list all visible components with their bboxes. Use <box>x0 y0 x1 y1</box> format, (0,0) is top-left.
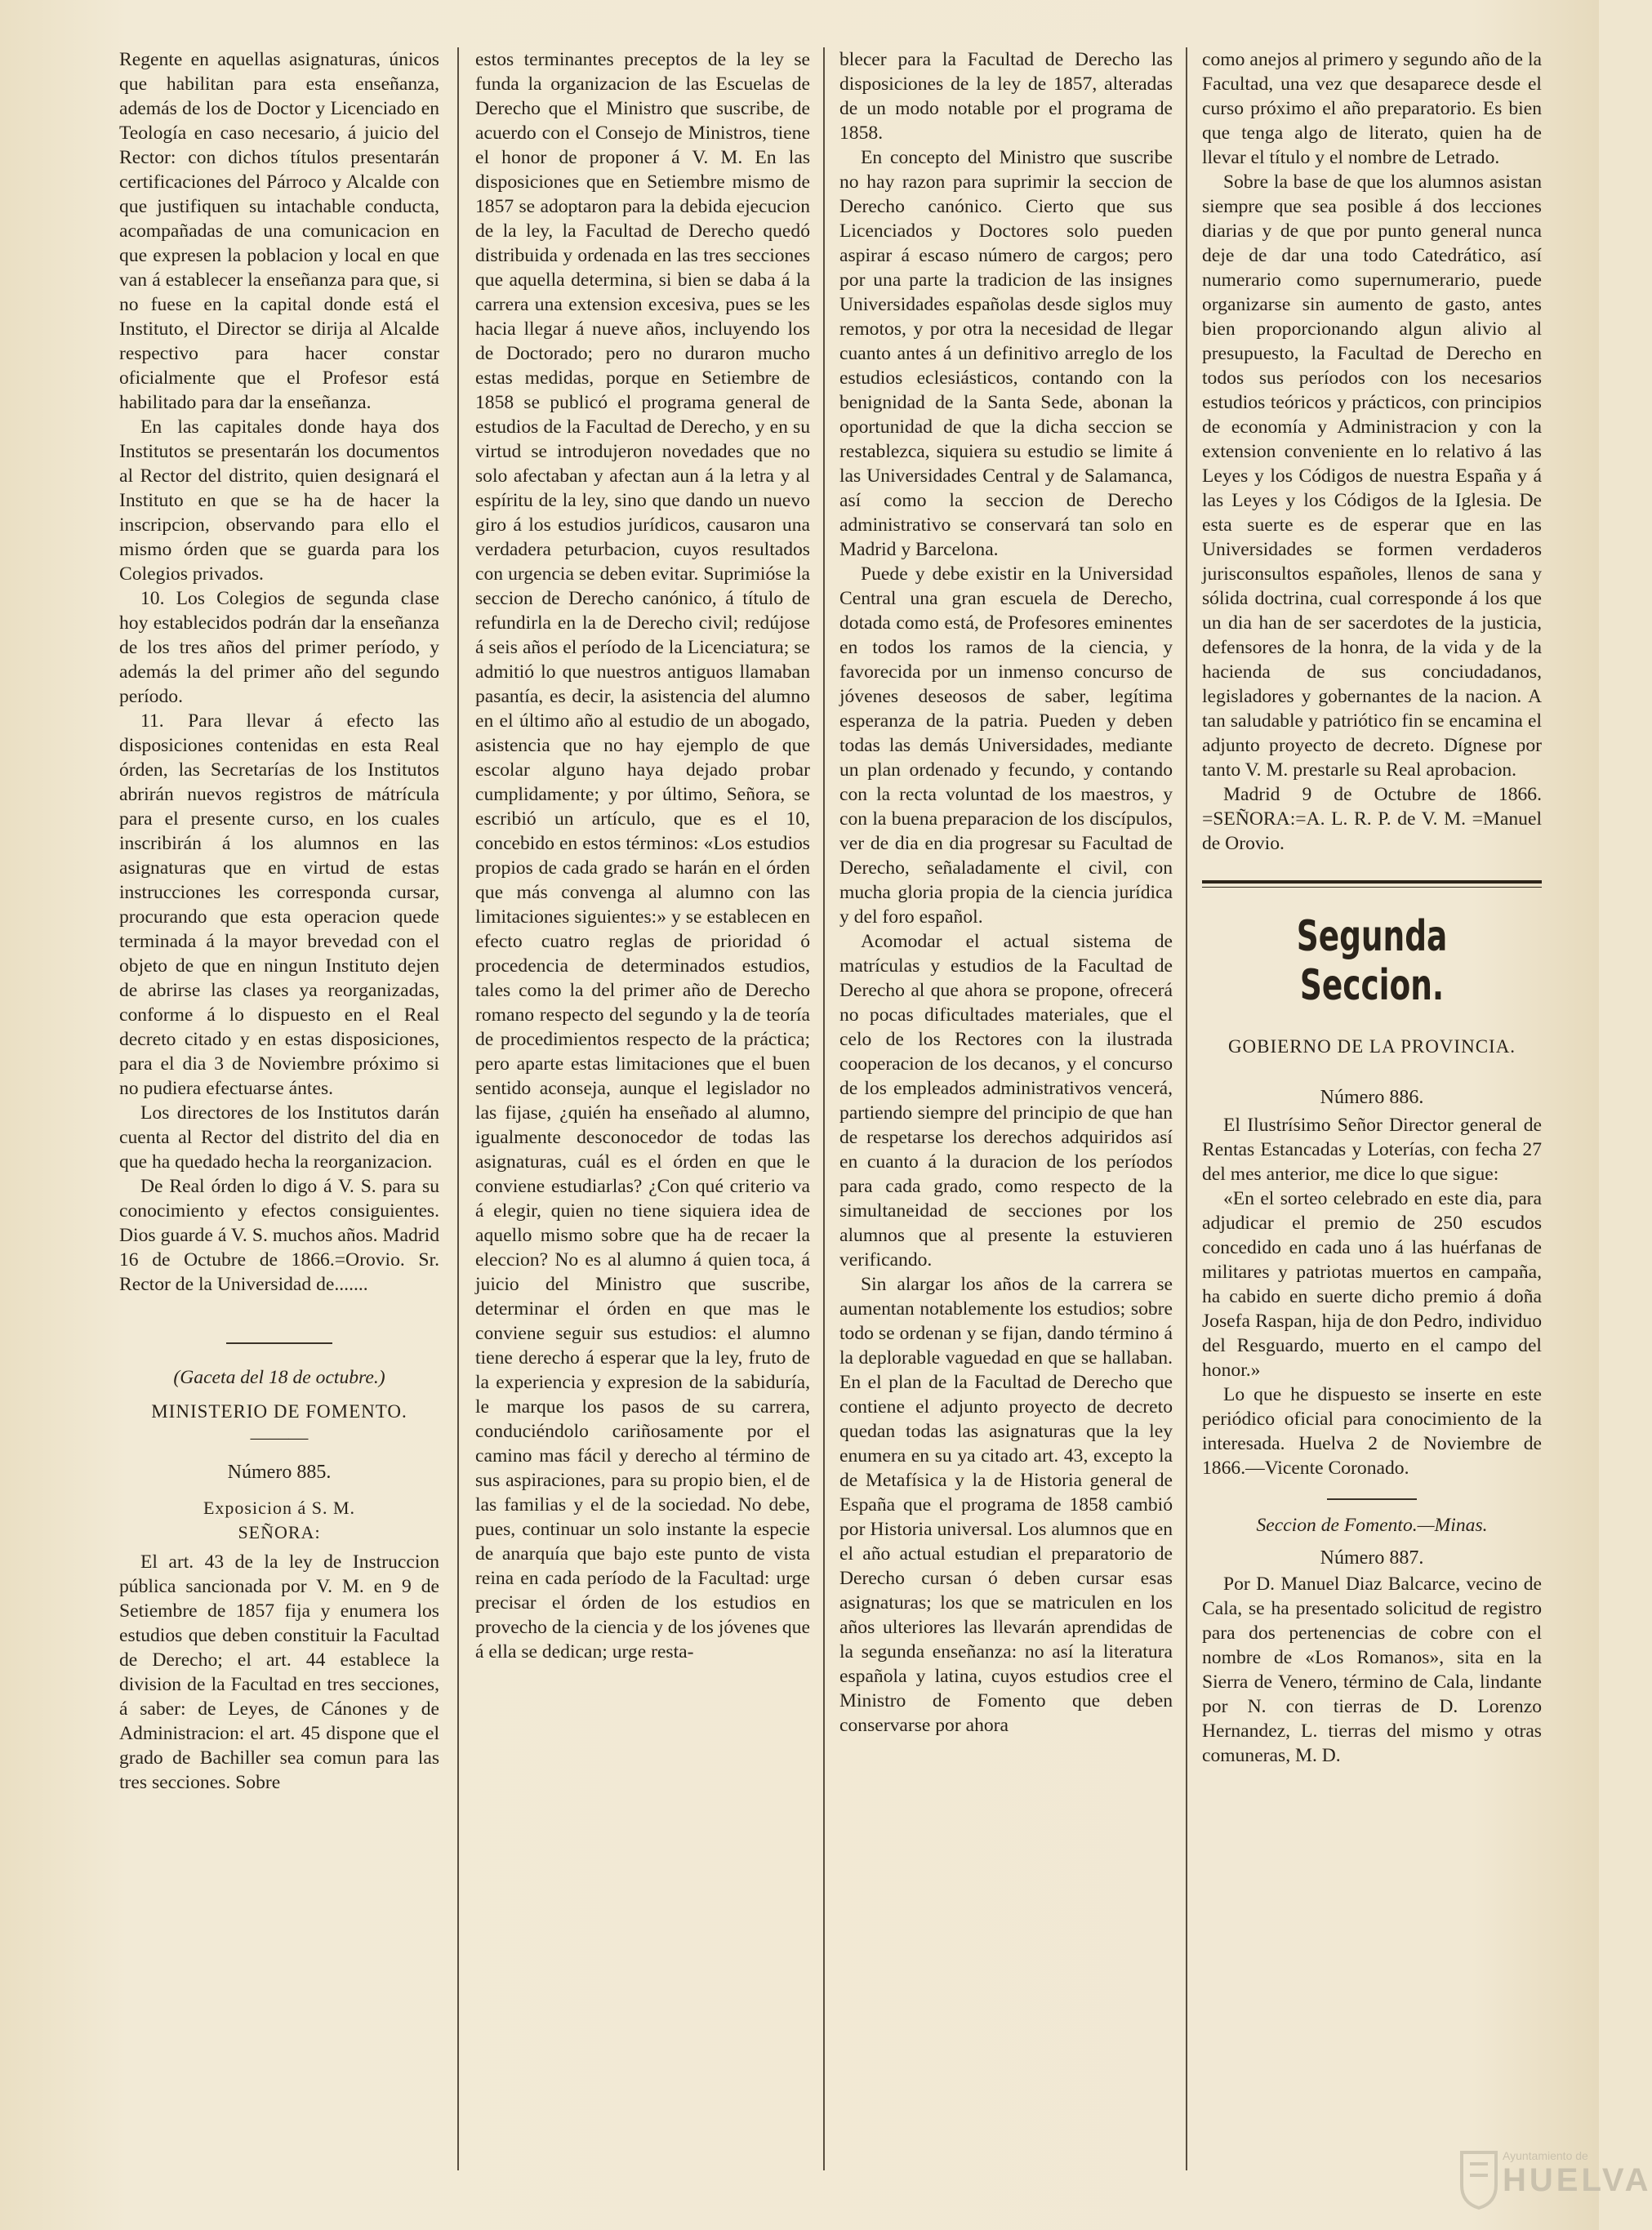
government-heading: GOBIERNO DE LA PROVINCIA. <box>1227 1036 1516 1057</box>
paragraph: 10. Los Colegios de segunda clase hoy establecidos podrán dar la enseñanza de los tres años del primer período, y además la del primer año del segundo período. <box>119 588 439 707</box>
paragraph: Los directores de los Institutos darán cuenta al Rector del distrito del dia en que ha quedado hecha la reorganizacion. <box>119 1102 439 1173</box>
column-3 <box>839 47 1173 2170</box>
section-title: Segunda Seccion. <box>1296 912 1448 1010</box>
paragraph: como anejos al primero y segundo año de la Facultad, una vez que desaparece desde el curso próximo el año preparatorio. Es bien que tenga algo de literato, quien ha de llevar el título y el nombre de Letrado. <box>1202 49 1542 168</box>
paragraph: Sin alargar los años de la carrera se aumentan notablemente los estudios; sobre todo se ordenan y se fijan, dando término á la deplorable vaguedad en que se hallaban. En el plan de la Facultad de Derecho que contiene el adjunto proyecto de decreto quedan todas las asignaturas que la ley enumera en su ya citado art. 43, excepto la de Metafísica y la de Historia general de España que el programa de 1858 cambió por Historia universal. Los alumnos que en el año actual estudian el preparatorio de Derecho cursan ó deben cursar esas asignaturas; los que se matriculen en los años ulteriores las llevarán aprendidas de la segunda enseñanza: no así la literatura española y latina, cuyos estudios cree el Ministro de Fomento que deben conservarse por ahora <box>839 1274 1173 1736</box>
section-subheading: Seccion de Fomento.—Minas. <box>1256 1515 1488 1536</box>
paragraph: Puede y debe existir en la Universidad Central una gran escuela de Derecho, dotada como está, de Profesores eminentes en todos los ramos de la ciencia, y favorecida por un inmenso concurso de jóvenes deseosos de saber, legítima esperanza de la patria. Pueden y deben todas las demás Universidades, mediante un plan ordenado y fecundo, y contando con la recta voluntad de los maestros, y con la buena preparacion de los discípulos, ver de dia en dia progresar su Facultad de Derecho, señaladamente el civil, con mucha gloria propia de la ciencia jurídica y del foro español. <box>839 563 1173 928</box>
paragraph: 11. Para llevar á efecto las disposiciones contenidas en esta Real órden, las Secretarías de los Institutos abrirán nuevos registros de mátrícula para el presente curso, en los cuales inscribirán á los alumnos en las asignaturas que en virtud de estas instrucciones les corresponda cursar, procurando que esta operacion quede terminada á la mayor brevedad con el objeto de que en ningun Instituto dejen de abrirse las clases ya reorganizadas, conforme á lo dispuesto en el Real decreto citado y en estas disposiciones, para el dia 3 de Noviembre próximo si no pudiera efectuarse ántes. <box>119 710 439 1099</box>
column-4 <box>1202 47 1542 2170</box>
section-rule <box>1202 887 1542 888</box>
paragraph: Lo que he dispuesto se inserte en este periódico oficial para conocimiento de la interesada. Huelva 2 de Noviembre de 1866.—Vicente Coronado. <box>1202 1384 1542 1479</box>
column-rule <box>1186 47 1187 2170</box>
ministry-heading: MINISTERIO DE FOMENTO. <box>151 1401 407 1422</box>
document-number: Número 887. <box>1320 1547 1424 1569</box>
column-rule <box>457 47 459 2170</box>
paragraph: En las capitales donde haya dos Institutos se presentarán los documentos al Rector del distrito, quien designará el Instituto en que se ha de hacer la inscripcion, observando para ello el mismo órden que se guarda para los Colegios privados. <box>119 416 439 585</box>
paragraph: El art. 43 de la ley de Instruccion pública sancionada por V. M. en 9 de Setiembre de 1857 fija y enumera los estudios que deben constituir la Facultad de Derecho; el art. 44 establece la division de la Facultad en tres secciones, á saber: de Leyes, de Cánones y de Administracion: el art. 45 dispone que el grado de Bachiller sea comun para las tres secciones. Sobre <box>119 1551 439 1793</box>
paragraph: «En el sorteo celebrado en este dia, para adjudicar el premio de 250 escudos concedido en cada uno á las huérfanas de militares y patriotas muertos en campaña, ha cabido en suerte dicho premio á doña Josefa Raspan, hija de don Pedro, individuo del Resguardo, muerto en el campo del honor.» <box>1202 1188 1542 1381</box>
paragraph: blecer para la Facultad de Derecho las disposiciones de la ley de 1857, alteradas de un modo notable por el programa de 1858. <box>839 49 1173 144</box>
divider: ——— <box>250 1427 309 1449</box>
column-1 <box>119 47 439 2170</box>
paragraph: Acomodar el actual sistema de matrículas y estudios de la Facultad de Derecho al que ahora se propone, ofrecerá no pocas dificultades materiales, que el celo de los Rectores con la ilustrada cooperacion de los decanos, y el concurso de los empleados administrativos vencerá, partiendo siempre del principio de que han de respetarse los derechos adquiridos así en cuanto á la duracion de los períodos para cada grado, como respecto de la simultaneidad de secciones por los alumnos que al presente la estuvieren verificando. <box>839 931 1173 1271</box>
watermark-text: HUELVA <box>1503 2162 1652 2198</box>
divider <box>1327 1498 1417 1500</box>
paragraph: Sobre la base de que los alumnos asistan siempre que sea posible á dos lecciones diarias y de que por punto general nunca deje de dar una todo Catedrático, así numerario como supernumerario, puede organizarse sin aumento de gasto, antes bien proporcionando algun alivio al presupuesto, la Facultad de Derecho en todos sus períodos con los necesarios estudios teóricos y prácticos, con principios de economía y Administracion y con la extension conveniente en lo relativo á las Leyes y los Códigos de nuestra España y á las Leyes y los Códigos de la Iglesia. De esta suerte es de esperar que en las Universidades se formen verdaderos jurisconsultos españoles, llenos de sana y sólida doctrina, cual corresponde á los que un dia han de ser sacerdotes de la justicia, defensores de la honra, de la vida y de la hacienda de sus conciudadanos, legisladores y gobernantes de la nacion. A tan saludable y patriótico fin se encamina el adjunto proyecto de decreto. Dígnese por tanto V. M. prestarle su Real aprobacion. <box>1202 171 1542 781</box>
paragraph: En concepto del Ministro que suscribe no hay razon para suprimir la seccion de Derecho canónico. Cierto que sus Licenciados y Doctores solo pueden aspirar á escaso número de cargos; pero por una parte la tradicion de las insignes Universidades españolas desde siglos muy remotos, y por otra la necesidad de llegar cuanto antes á un definitivo arreglo de los estudios eclesiásticos, contando con la benignidad de la Santa Sede, abonan la oportunidad de que la dicha seccion se restablezca, siquiera su estudio se limite á las Universidades Central y de Salamanca, así como la seccion de Derecho administrativo se conservará tan solo en Madrid y Barcelona. <box>839 147 1173 560</box>
document-number: Número 885. <box>227 1462 332 1483</box>
document-number: Número 886. <box>1320 1087 1424 1108</box>
gaceta-reference: (Gaceta del 18 de octubre.) <box>173 1367 385 1388</box>
paragraph: estos terminantes preceptos de la ley se funda la organizacion de las Escuelas de Derecho que el Ministro que suscribe, de acuerdo con el Consejo de Ministros, tiene el honor de proponer á V. M. En las disposiciones que en Setiembre mismo de 1857 se adoptaron para la debida ejecucion de la ley, la Facultad de Derecho quedó distribuida y ordenada en las tres secciones que aquella determina, si bien se daba á la carrera una extension excesiva, pues se les hacia llegar á nueve años, incluyendo los de Doctorado; pero no duraron mucho estas medidas, porque en Setiembre de 1858 se publicó el programa general de estudios de la Facultad de Derecho, y en su virtud se introdujeron novedades que no solo afectaban y afectan aun á la letra y al espíritu de la ley, sino que dando un nuevo giro á los estudios jurídicos, causaron una verdadera peturbacion, cuyos resultados con urgencia se deben evitar. Suprimióse la seccion de Derecho canónico, á título de refundirla en la de Derecho civil; redújose á seis años el período de la Licenciatura; se admitió lo que nuestros antiguos llamaban pasantía, es decir, la asistencia del alumno en el último año al estudio de un abogado, asistencia que no hay ejemplo de que escolar alguno haya dejado probar cumplidamente; y por último, Señora, se escribió un artículo, que es el 10, concebido en estos términos: «Los estudios propios de cada grado se harán en el órden que más convenga al alumno con las limitaciones siguientes:» y se establecen en efecto cuatro reglas de prioridad ó procedencia de determinados estudios, tales como la del primer año de Derecho romano respecto del segundo y la de teoría de procedimientos respecto de la práctica; pero aparte estas limitaciones que el buen sentido aconseja, aunque el legislador no las fijase, ¿quién ha enseñado al alumno, igualmente desconocedor de todas las asignaturas, cuál es el órden en que le conviene estudiarlas? ¿Con qué criterio va á elegir, quien no tiene siquiera idea de aquello mismo sobre que ha de recaer la eleccion? No es al alumno á quien toca, á juicio del Ministro que suscribe, determinar el órden en que mas le conviene seguir sus estudios: el alumno tiene derecho á esperar que la ley, fruto de la experiencia y expresion de la sabiduría, le marque los pasos de su carrera, conduciéndolo cariñosamente por el camino mas fácil y derecho al término de sus aspiraciones, para su propio bien, el de las familias y el de la sociedad. No debe, pues, continuar un solo instante la especie de anarquía que bajo este punto de vista reina en cada período de la Facultad: urge precisar el órden de los estudios en provecho de la ciencia y de los jóvenes que á ella se dedican; urge resta- <box>475 49 810 1662</box>
salutation: SEÑORA: <box>238 1522 321 1542</box>
paragraph: El Ilustrísimo Señor Director general de Rentas Estancadas y Loterías, con fecha 27 del mes anterior, me dice lo que sigue: <box>1202 1115 1542 1185</box>
watermark-small-text: Ayuntamiento de <box>1503 2149 1588 2162</box>
paragraph: Regente en aquellas asignaturas, únicos que habilitan para esta enseñanza, además de los de Doctor y Licenciado en Teología en caso necesario, á juicio del Rector: con dichos títulos presentarán certificaciones del Párroco y Alcalde con que justifiquen su intachable conducta, acompañadas de una comunicacion en que expresen la poblacion y local en que van á establecer la enseñanza para que, si no fuese en la capital donde está el Instituto, el Director se dirija al Alcalde respectivo para hacer constar oficialmente que el Profesor está habilitado para dar la enseñanza. <box>119 49 439 413</box>
paragraph: Por D. Manuel Diaz Balcarce, vecino de Cala, se ha presentado solicitud de registro para dos pertenencias de cobre con el nombre de «Los Romanos», sita en la Sierra de Venero, término de Cala, lindante por N. con tierras de D. Lorenzo Hernandez, L. tierras del mismo y otras comuneras, M. D. <box>1202 1573 1542 1766</box>
exposition-heading: Exposicion á S. M. <box>203 1498 356 1518</box>
column-rule <box>823 47 825 2170</box>
paragraph: De Real órden lo digo á V. S. para su conocimiento y efectos consiguientes. Dios guarde á V. S. muchos años. Madrid 16 de Octubre de 1866.=Orovio. Sr. Rector de la Universidad de....... <box>119 1176 439 1295</box>
section-rule <box>1202 880 1542 884</box>
signature-block: Madrid 9 de Octubre de 1866. =SEÑORA:=A. L. R. P. de V. M. =Manuel de Orovio. <box>1202 784 1542 854</box>
column-2 <box>475 47 810 2170</box>
divider <box>226 1342 332 1344</box>
